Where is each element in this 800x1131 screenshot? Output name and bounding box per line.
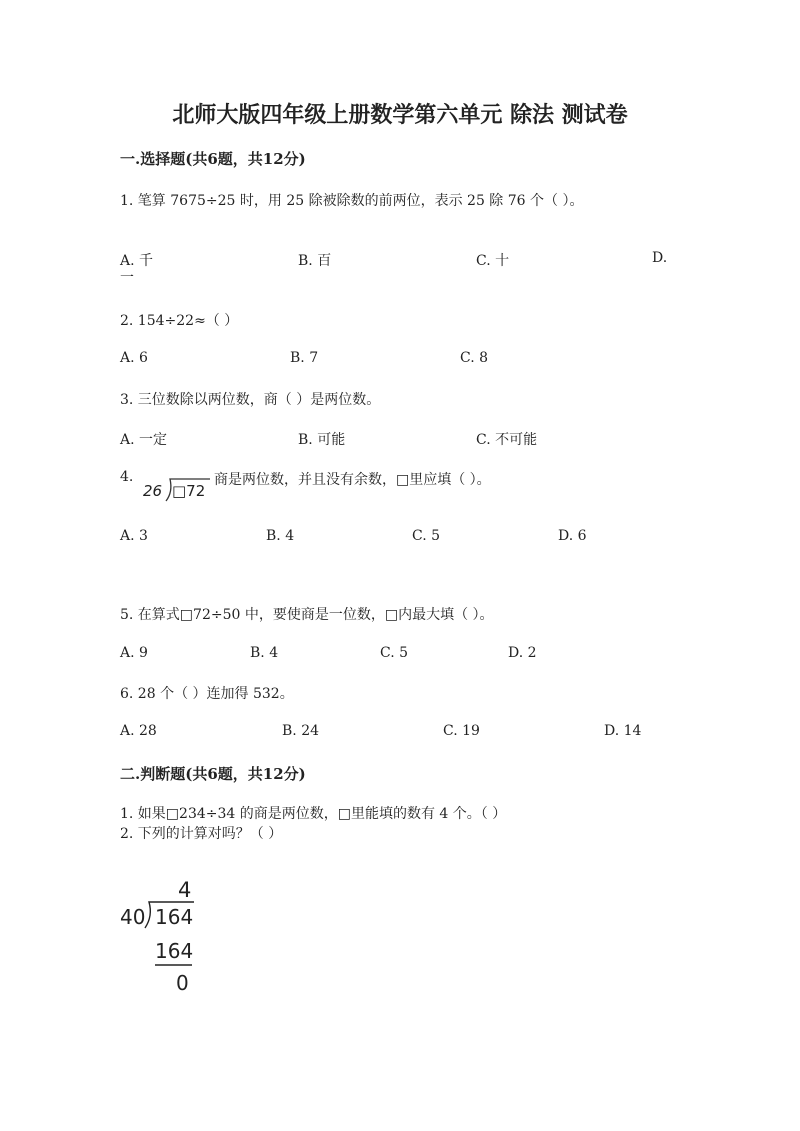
- q4-long-division: [140, 474, 212, 504]
- question-2-text: 2. 154÷22≈（ ）: [120, 313, 239, 329]
- j2-quotient: 4: [178, 878, 192, 902]
- j2-division-bracket-and-lines: [118, 878, 208, 998]
- q4-option-b: B. 4: [266, 528, 295, 544]
- page-title: 北师大版四年级上册数学第六单元 除法 测试卷: [172, 102, 628, 128]
- q1-option-b: B. 百: [298, 253, 332, 269]
- q4-option-a: A. 3: [120, 528, 148, 544]
- question-6-text: 6. 28 个（ ）连加得 532。: [120, 686, 294, 702]
- q5-option-c: C. 5: [380, 645, 409, 661]
- q4-option-d: D. 6: [558, 528, 587, 544]
- q5-option-d: D. 2: [508, 645, 537, 661]
- question-5-text: 5. 在算式□72÷50 中，要使商是一位数，□内最大填（ ）。: [120, 607, 494, 623]
- q6-option-d: D. 14: [604, 723, 642, 739]
- q5-option-b: B. 4: [250, 645, 279, 661]
- q5-option-a: A. 9: [120, 645, 148, 661]
- judgement-1-text: 1. 如果□234÷34 的商是两位数，□里能填的数有 4 个。（ ）: [120, 806, 507, 822]
- section-heading-choice: 一.选择题(共6题，共12分): [120, 150, 306, 168]
- q1-option-c: C. 十: [476, 253, 510, 269]
- question-3-text: 3. 三位数除以两位数，商（ ）是两位数。: [120, 392, 381, 408]
- question-4-number: 4.: [120, 469, 134, 485]
- q3-option-a: A. 一定: [120, 432, 168, 448]
- q1-option-d-wrap: 一: [120, 270, 134, 286]
- judgement-2-text: 2. 下列的计算对吗？（ ）: [120, 826, 283, 842]
- question-4-text: 商是两位数，并且没有余数，□里应填（ ）。: [214, 472, 491, 488]
- q3-option-c: C. 不可能: [476, 432, 538, 448]
- q6-option-a: A. 28: [120, 723, 157, 739]
- q4-dividend: □72: [172, 482, 206, 500]
- j2-remainder: 0: [176, 971, 189, 995]
- q6-option-c: C. 19: [443, 723, 480, 739]
- q2-option-b: B. 7: [290, 350, 319, 366]
- question-1-text: 1. 笔算 7675÷25 时，用 25 除被除数的前两位，表示 25 除 76 个（ ）。: [120, 193, 584, 209]
- q2-option-a: A. 6: [120, 350, 148, 366]
- j2-product: 164: [155, 939, 194, 963]
- j2-long-division: [118, 878, 208, 998]
- q4-option-c: C. 5: [412, 528, 441, 544]
- q6-option-b: B. 24: [282, 723, 320, 739]
- section-heading-judgement: 二.判断题(共6题，共12分): [120, 765, 306, 783]
- q1-option-d: D.: [652, 250, 668, 266]
- q1-option-a: A. 千: [120, 253, 154, 269]
- j2-divisor: 40: [120, 905, 146, 929]
- q4-divisor: 26: [143, 482, 163, 500]
- q3-option-b: B. 可能: [298, 432, 346, 448]
- j2-dividend: 164: [155, 905, 194, 929]
- q2-option-c: C. 8: [460, 350, 489, 366]
